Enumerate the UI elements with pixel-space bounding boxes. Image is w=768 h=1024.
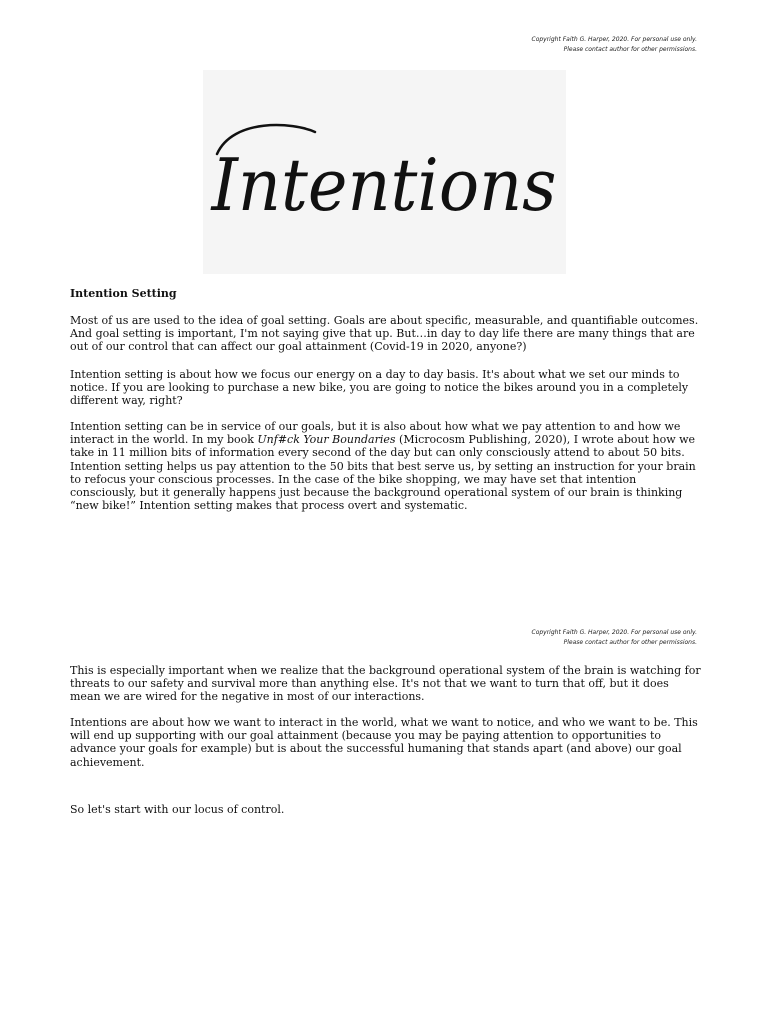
copyright-line-2: Please contact author for other permissions. — [563, 639, 697, 646]
paragraph-3-text-b: (Microcosm Publishing, 2020), I wrote about how we take in 11 million bits of information every second of the day but can only consciously attend to about 50 bits. Intention setting helps us pay attention to the 50 bits that best serve us, by setting an instruction for your brain to refocus your conscious processes. In the case of the bike shopping, we may have set that intention consciously, but it generally happens just because the background operational system of our brain is thinking “new bike!” Intention setting makes that process overt and systematic. — [70, 433, 696, 513]
copyright-line-1: Copyright Faith G. Harper, 2020. For personal use only. — [531, 36, 697, 43]
section-heading: Intention Setting — [70, 287, 177, 300]
paragraph-3-text-a: Intention setting can be in service of our goals, but it is also about how what we pay attention to and how we interact in the world. In my book — [70, 420, 681, 447]
copyright-line-2: Please contact author for other permissions. — [563, 46, 697, 53]
paragraph-3 — [70, 420, 702, 512]
paragraph-4: This is especially important when we realize that the background operational system of the brain is watching for threats to our safety and survival more than anything else. It's not that we want to turn that off, but it does mean we are wired for the negative in most of our interactions. — [70, 664, 701, 704]
copyright-notice-bottom — [532, 628, 698, 648]
paragraph-5: Intentions are about how we want to interact in the world, what we want to notice, and who we want to be. This will end up supporting with our goal attainment (because you may be paying attention to opportunities to advance your goals for example) but is about the successful humaning that stands apart (and above) our goal achievement. — [70, 716, 698, 769]
book-title: Unf#ck Your Boundaries — [257, 433, 396, 447]
paragraph-6: So let's start with our locus of control. — [70, 803, 285, 816]
copyright-notice-top — [532, 35, 698, 55]
paragraph-1: Most of us are used to the idea of goal setting. Goals are about specific, measurable, and quantifiable outcomes. And goal setting is important, I'm not saying give that up. But…in day to day life there are many things that are out of our control that can affect our goal attainment (Covid-19 in 2020, anyone?) — [70, 314, 699, 354]
intentions-banner — [203, 70, 566, 274]
copyright-line-1: Copyright Faith G. Harper, 2020. For personal use only. — [531, 629, 697, 636]
intentions-script-graphic — [203, 70, 566, 274]
paragraph-2: Intention setting is about how we focus our energy on a day to day basis. It's about what we set our minds to notice. If you are looking to purchase a new bike, you are going to notice the bikes around you in a completely different way, right? — [70, 368, 689, 408]
banner-word: Intentions — [209, 143, 557, 227]
